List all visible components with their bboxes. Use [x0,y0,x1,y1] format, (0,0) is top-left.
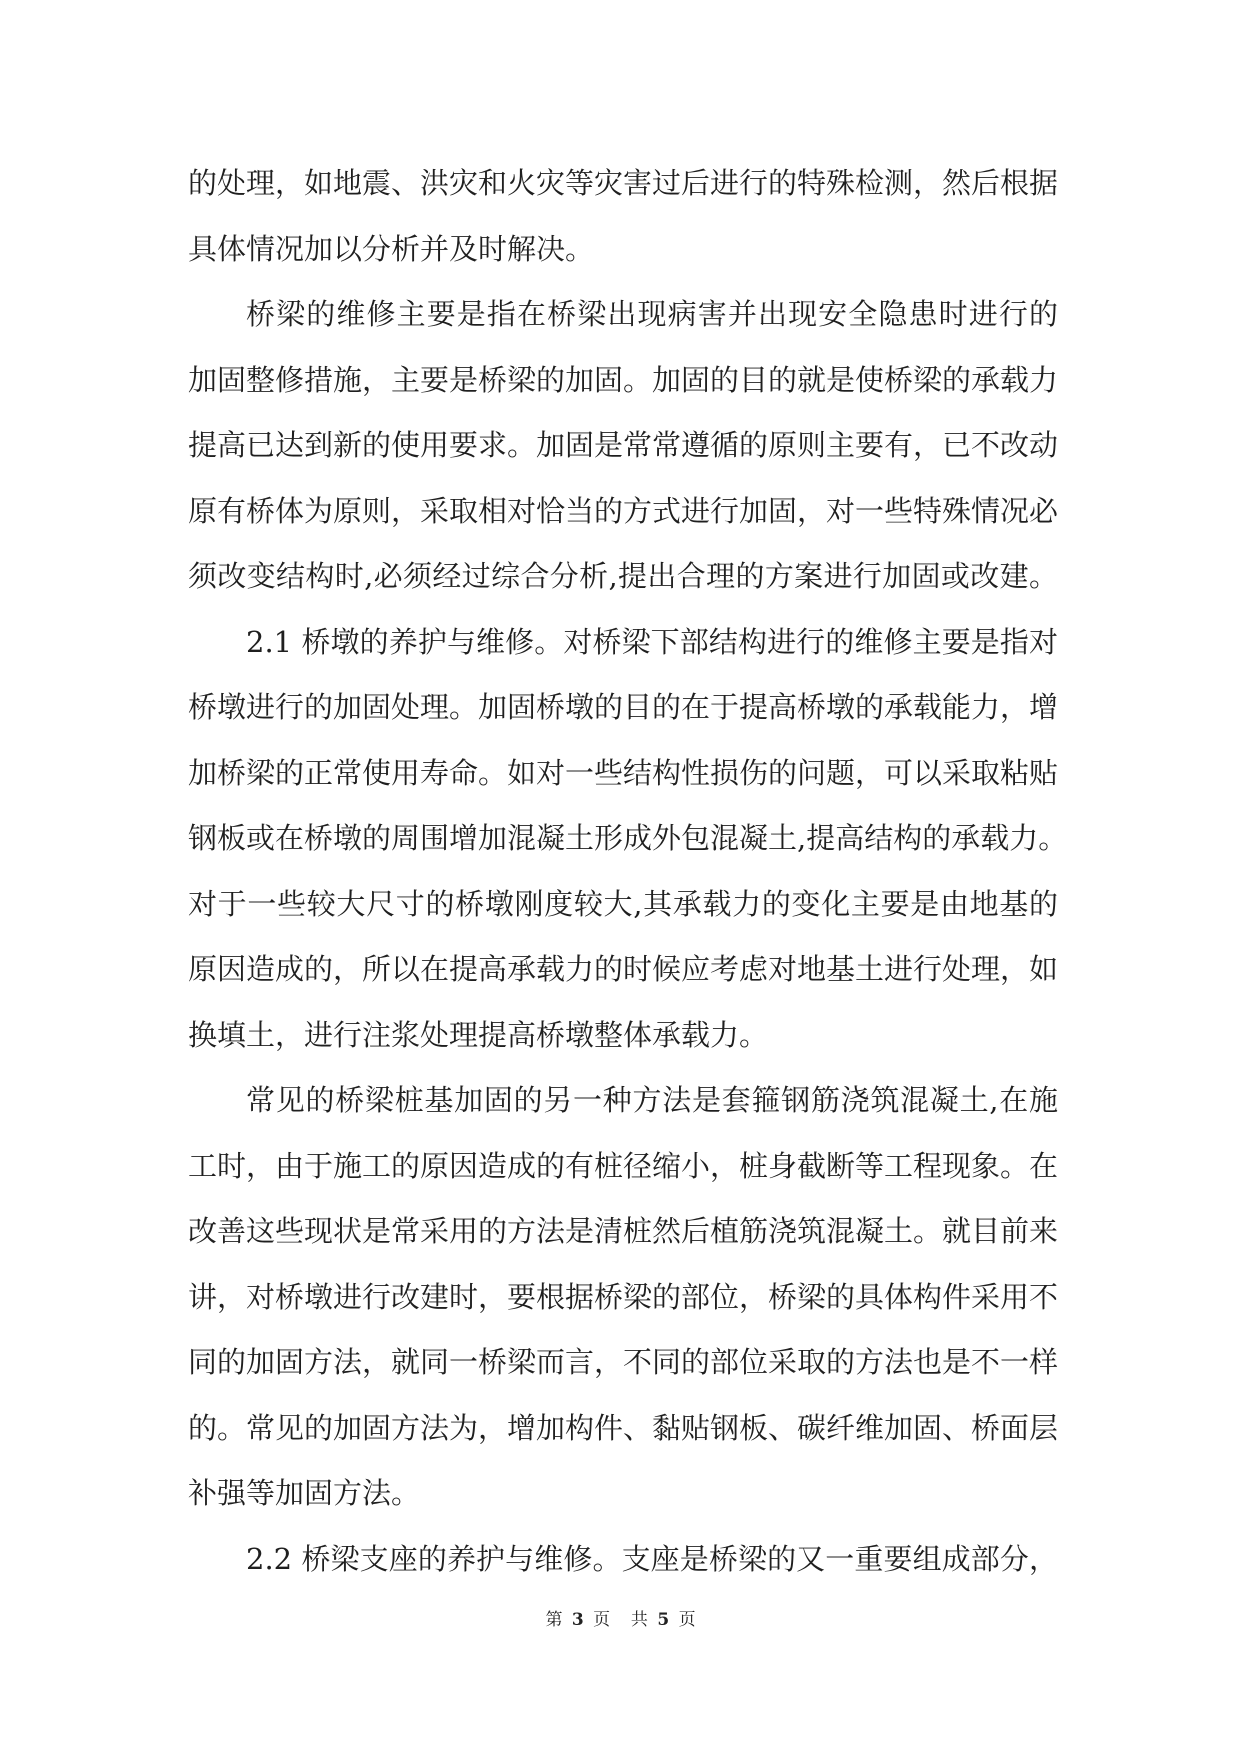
text-line: 讲，对桥墩进行改建时，要根据桥梁的部位，桥梁的具体构件采用不 [188,1279,1059,1314]
text-line: 钢板或在桥墩的周围增加混凝土形成外包混凝土,提高结构的承载力。 [188,821,1068,855]
text-line: 补强等加固方法。 [188,1476,421,1510]
text-line: 加固整修措施，主要是桥梁的加固。加固的目的就是使桥梁的承载力 [188,362,1059,397]
text-line: 对于一些较大尺寸的桥墩刚度较大,其承载力的变化主要是由地基的 [188,886,1058,921]
footer-suffix: 页 [678,1610,696,1630]
section-heading-line: 2.2 桥梁支座的养护与维修。支座是桥梁的又一重要组成部分， [246,1541,1058,1576]
text-line: 同的加固方法，就同一桥梁而言，不同的部位采取的方法也是不一样 [188,1345,1059,1379]
section-heading-line: 2.1 桥墩的养护与维修。对桥梁下部结构进行的维修主要是指对 [246,624,1058,659]
text-line: 加桥梁的正常使用寿命。如对一些结构性损伤的问题，可以采取粘贴 [188,755,1059,790]
footer-prefix: 第 [545,1610,563,1630]
text-line: 提高已达到新的使用要求。加固是常常遵循的原则主要有，已不改动 [188,428,1059,462]
text-line: 改善这些现状是常采用的方法是清桩然后植筋浇筑混凝土。就目前来 [188,1214,1059,1248]
page-footer [0,1608,1241,1632]
text-line: 换填土，进行注浆处理提高桥墩整体承载力。 [188,1017,769,1052]
paragraph-first-line: 桥梁的维修主要是指在桥梁出现病害并出现安全隐患时进行的 [246,297,1058,331]
text-line: 具体情况加以分析并及时解决。 [188,231,595,266]
paragraph-first-line: 常见的桥梁桩基加固的另一种方法是套箍钢筋浇筑混凝土,在施 [246,1083,1058,1117]
text-line: 原因造成的，所以在提高承载力的时候应考虑对地基土进行处理，如 [188,952,1059,986]
text-line: 须改变结构时,必须经过综合分析,提出合理的方案进行加固或改建。 [188,559,1058,593]
text-line: 桥墩进行的加固处理。加固桥墩的目的在于提高桥墩的承载能力，增 [188,690,1059,724]
footer-page-word: 页 [593,1610,611,1630]
text-line: 原有桥体为原则，采取相对恰当的方式进行加固，对一些特殊情况必 [188,493,1059,528]
body-text [188,151,1068,1592]
text-line: 工时，由于施工的原因造成的有桩径缩小，桩身截断等工程现象。在 [188,1148,1059,1183]
footer-total-word: 共 [630,1610,648,1630]
text-line: 的。常见的加固方法为，增加构件、黏贴钢板、碳纤维加固、桥面层 [188,1410,1059,1445]
current-page-number: 3 [571,1610,584,1630]
text-line: 的处理，如地震、洪灾和火灾等灾害过后进行的特殊检测，然后根据 [188,166,1059,200]
total-pages-number: 5 [657,1610,670,1630]
